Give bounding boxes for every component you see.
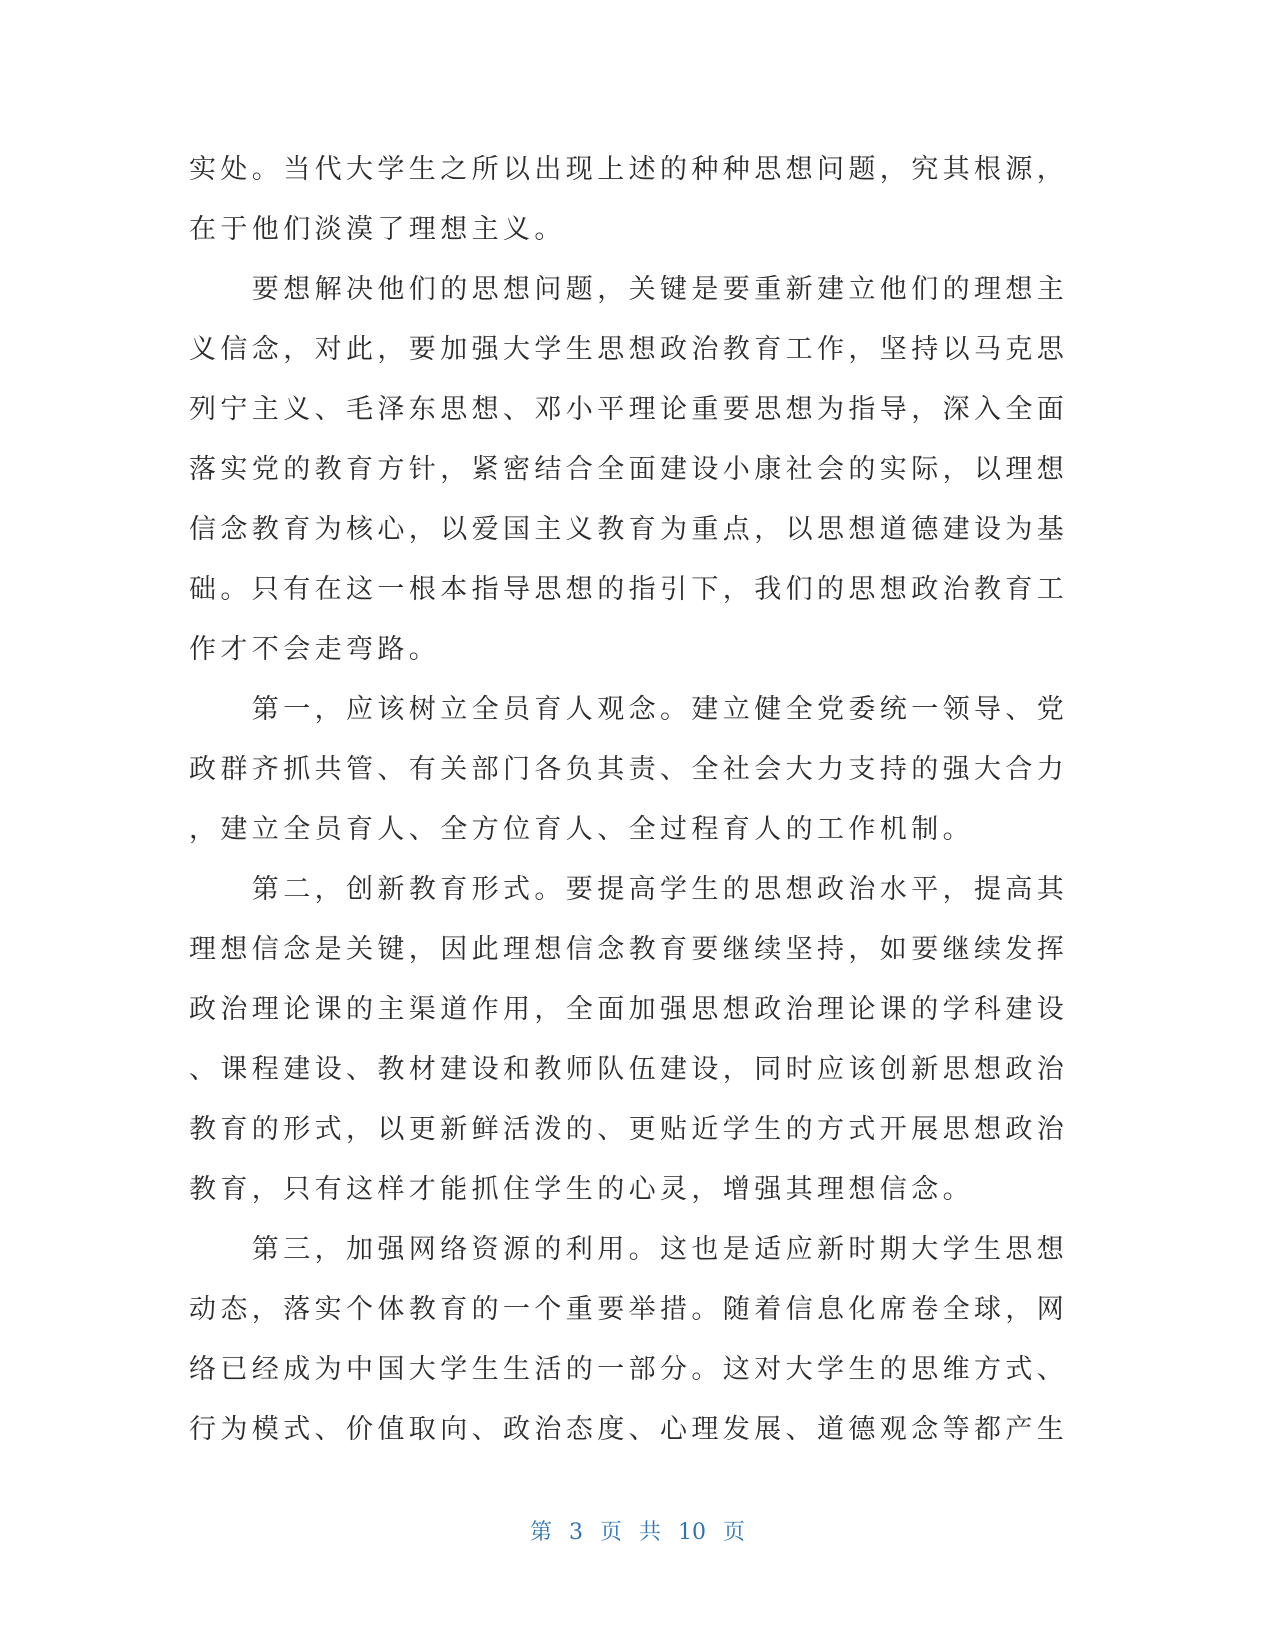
- text-line: 础。只有在这一根本指导思想的指引下，我们的思想政治教育工: [189, 574, 1069, 605]
- text-line: 第二，创新教育形式。要提高学生的思想政治水平，提高其: [189, 874, 1069, 905]
- text-line: 落实党的教育方针，紧密结合全面建设小康社会的实际，以理想: [189, 454, 1069, 485]
- text-line: 义信念，对此，要加强大学生思想政治教育工作，坚持以马克思: [189, 334, 1069, 365]
- text-line: 政群齐抓共管、有关部门各负其责、全社会大力支持的强大合力: [189, 754, 1069, 785]
- text-line: 、课程建设、教材建设和教师队伍建设，同时应该创新思想政治: [189, 1054, 1069, 1085]
- page-number-footer: 第 3 页 共 10 页: [530, 1520, 745, 1545]
- paragraph-5: [189, 1220, 1069, 1460]
- text-line: 要想解决他们的思想问题，关键是要重新建立他们的理想主: [189, 274, 1069, 305]
- text-line: 络已经成为中国大学生生活的一部分。这对大学生的思维方式、: [189, 1354, 1069, 1385]
- text-line: 第一，应该树立全员育人观念。建立健全党委统一领导、党: [189, 694, 1069, 725]
- paragraph-4: [189, 860, 1069, 1220]
- paragraph-2: [189, 260, 1069, 680]
- text-line: 教育的形式，以更新鲜活泼的、更贴近学生的方式开展思想政治: [189, 1114, 1069, 1145]
- text-line: 列宁主义、毛泽东思想、邓小平理论重要思想为指导，深入全面: [189, 394, 1069, 425]
- text-line: 第三，加强网络资源的利用。这也是适应新时期大学生思想: [189, 1234, 1069, 1265]
- paragraph-3: [189, 680, 1069, 860]
- text-line: 实处。当代大学生之所以出现上述的种种思想问题，究其根源，: [189, 154, 1069, 185]
- text-line: ，建立全员育人、全方位育人、全过程育人的工作机制。: [189, 814, 974, 845]
- text-line: 行为模式、价值取向、政治态度、心理发展、道德观念等都产生: [189, 1414, 1069, 1445]
- text-line: 动态，落实个体教育的一个重要举措。随着信息化席卷全球，网: [189, 1294, 1069, 1325]
- paragraph-1: [189, 140, 1069, 260]
- text-line: 教育，只有这样才能抓住学生的心灵，增强其理想信念。: [189, 1174, 974, 1205]
- text-line: 理想信念是关键，因此理想信念教育要继续坚持，如要继续发挥: [189, 934, 1069, 965]
- text-line: 信念教育为核心，以爱国主义教育为重点，以思想道德建设为基: [189, 514, 1069, 545]
- text-line: 在于他们淡漠了理想主义。: [189, 214, 566, 245]
- text-line: 作才不会走弯路。: [189, 634, 441, 665]
- text-line: 政治理论课的主渠道作用，全面加强思想政治理论课的学科建设: [189, 994, 1069, 1025]
- document-body: [189, 140, 1069, 1460]
